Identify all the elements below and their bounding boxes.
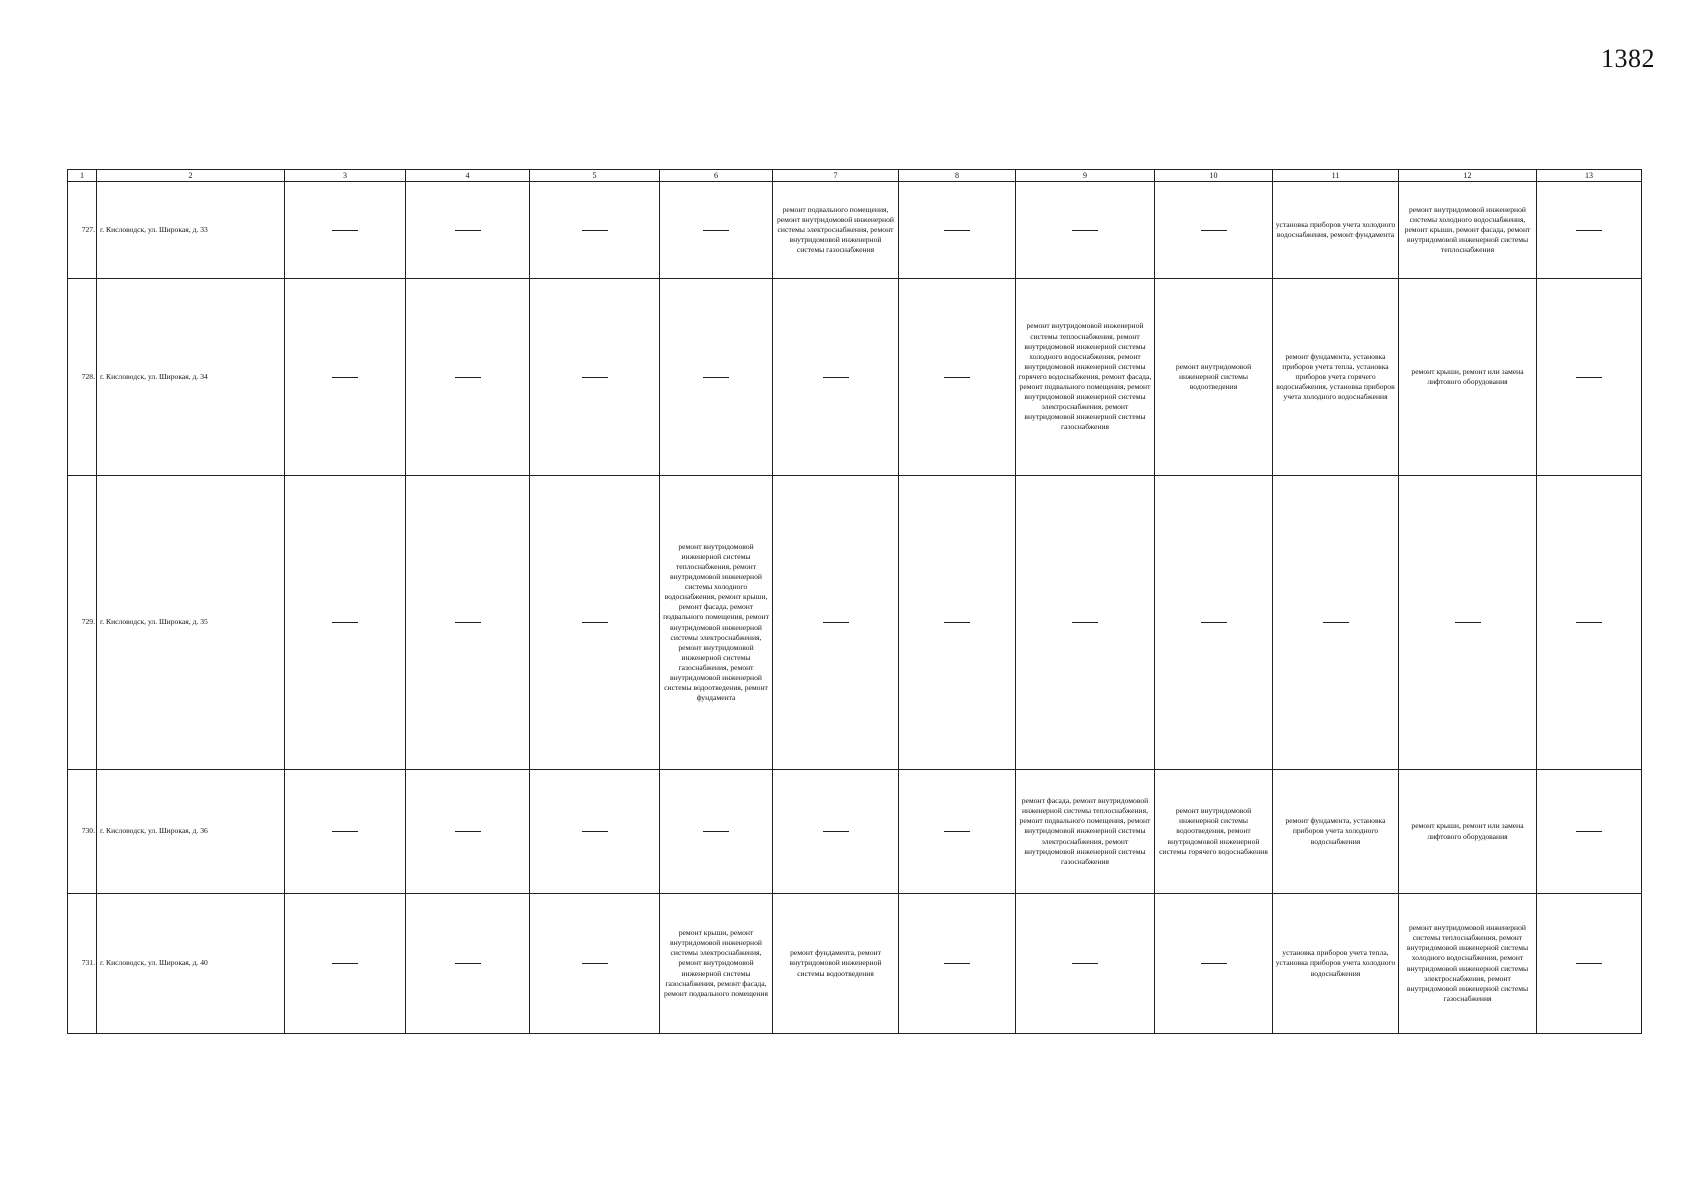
header-cell: 9: [1016, 170, 1155, 182]
table-cell: [1537, 182, 1642, 279]
dash-mark: [1576, 230, 1602, 231]
dash-mark: [1576, 622, 1602, 623]
table-cell: [1537, 770, 1642, 894]
dash-mark: [582, 377, 608, 378]
dash-mark: [944, 622, 970, 623]
table-row: [68, 182, 1642, 279]
dash-mark: [332, 230, 358, 231]
table-row: [68, 770, 1642, 894]
table-cell: [406, 279, 530, 476]
work-list-cell: ремонт внутридомовой инженерной системы водоотведения: [1155, 279, 1273, 476]
table-cell: [660, 182, 773, 279]
dash-mark: [455, 963, 481, 964]
table-cell: [899, 182, 1016, 279]
dash-mark: [1323, 622, 1349, 623]
repair-schedule-table: [67, 169, 1642, 1034]
dash-mark: [1576, 377, 1602, 378]
table-cell: [1155, 182, 1273, 279]
work-list-cell: ремонт фундамента, ремонт внутридомовой инженерной системы водоотведения: [773, 894, 899, 1034]
table-cell: [1155, 894, 1273, 1034]
table-cell: [773, 279, 899, 476]
header-cell: 1: [68, 170, 97, 182]
table-cell: [406, 894, 530, 1034]
table-cell: [1399, 476, 1537, 770]
dash-mark: [1072, 622, 1098, 623]
header-cell: 2: [97, 170, 285, 182]
row-number: 727.: [68, 182, 97, 279]
table-cell: [530, 182, 660, 279]
dash-mark: [1576, 831, 1602, 832]
table-cell: [1016, 182, 1155, 279]
work-list-cell: ремонт внутридомовой инженерной системы холодного водоснабжения, ремонт крыши, ремонт фасада, ремонт внутридомовой инженерной системы теплоснабжения: [1399, 182, 1537, 279]
header-cell: 5: [530, 170, 660, 182]
dash-mark: [332, 963, 358, 964]
work-list-cell: ремонт внутридомовой инженерной системы теплоснабжения, ремонт внутридомовой инженерной системы холодного водоснабжения, ремонт внутридомовой инженерной системы горячего водоснабжения, ремонт фасада, ремонт подвального помещения, ремонт внутридомовой инженерной системы электроснабжения, ремонт внутридомовой инженерной системы газоснабжения: [1016, 279, 1155, 476]
work-list-cell: ремонт крыши, ремонт или замена лифтового оборудования: [1399, 770, 1537, 894]
work-list-cell: установка приборов учета холодного водоснабжения, ремонт фундамента: [1273, 182, 1399, 279]
table-cell: [1155, 476, 1273, 770]
work-list-cell: ремонт подвального помещения, ремонт внутридомовой инженерной системы электроснабжения, ремонт внутридомовой инженерной системы газоснабжения: [773, 182, 899, 279]
table-cell: [406, 770, 530, 894]
dash-mark: [455, 377, 481, 378]
address-cell: г. Кисловодск, ул. Широкая, д. 40: [97, 894, 285, 1034]
table-cell: [660, 770, 773, 894]
table-cell: [899, 770, 1016, 894]
work-list-cell: ремонт крыши, ремонт или замена лифтового оборудования: [1399, 279, 1537, 476]
table-row: [68, 894, 1642, 1034]
address-cell: г. Кисловодск, ул. Широкая, д. 35: [97, 476, 285, 770]
dash-mark: [455, 622, 481, 623]
header-cell: 11: [1273, 170, 1399, 182]
dash-mark: [703, 831, 729, 832]
table-cell: [285, 279, 406, 476]
dash-mark: [455, 230, 481, 231]
dash-mark: [944, 963, 970, 964]
header-cell: 4: [406, 170, 530, 182]
page-number: 1382: [1601, 44, 1655, 73]
work-list-cell: ремонт внутридомовой инженерной системы теплоснабжения, ремонт внутридомовой инженерной системы холодного водоснабжения, ремонт внутридомовой инженерной системы электроснабжения, ремонт внутридомовой инженерной системы газоснабжения: [1399, 894, 1537, 1034]
work-list-cell: ремонт фасада, ремонт внутридомовой инженерной системы теплоснабжения, ремонт подвального помещения, ремонт внутридомовой инженерной системы электроснабжения, ремонт внутридомовой инженерной системы газоснабжения: [1016, 770, 1155, 894]
dash-mark: [332, 831, 358, 832]
table-cell: [1273, 476, 1399, 770]
table-cell: [406, 182, 530, 279]
work-list-cell: ремонт внутридомовой инженерной системы теплоснабжения, ремонт внутридомовой инженерной системы холодного водоснабжения, ремонт крыши, ремонт фасада, ремонт подвального помещения, ремонт внутридомовой инженерной системы электроснабжения, ремонт внутридомовой инженерной системы газоснабжения, ремонт внутридомовой инженерной системы водоотведения, ремонт фундамента: [660, 476, 773, 770]
dash-mark: [944, 831, 970, 832]
header-cell: 10: [1155, 170, 1273, 182]
table-cell: [1537, 894, 1642, 1034]
table-cell: [899, 894, 1016, 1034]
address-cell: г. Кисловодск, ул. Широкая, д. 33: [97, 182, 285, 279]
dash-mark: [455, 831, 481, 832]
dash-mark: [1455, 622, 1481, 623]
dash-mark: [1201, 230, 1227, 231]
table-cell: [773, 476, 899, 770]
row-number: 731.: [68, 894, 97, 1034]
table-cell: [899, 279, 1016, 476]
header-cell: 13: [1537, 170, 1642, 182]
column-number-row: [68, 170, 1642, 182]
row-number: 729.: [68, 476, 97, 770]
dash-mark: [823, 622, 849, 623]
dash-mark: [582, 230, 608, 231]
table-cell: [285, 182, 406, 279]
dash-mark: [582, 963, 608, 964]
table-cell: [1016, 894, 1155, 1034]
dash-mark: [823, 831, 849, 832]
table-cell: [773, 770, 899, 894]
address-cell: г. Кисловодск, ул. Широкая, д. 34: [97, 279, 285, 476]
work-list-cell: установка приборов учета тепла, установка приборов учета холодного водоснабжения: [1273, 894, 1399, 1034]
header-cell: 3: [285, 170, 406, 182]
dash-mark: [1201, 622, 1227, 623]
dash-mark: [944, 377, 970, 378]
dash-mark: [823, 377, 849, 378]
header-cell: 7: [773, 170, 899, 182]
dash-mark: [332, 377, 358, 378]
row-number: 730.: [68, 770, 97, 894]
dash-mark: [1576, 963, 1602, 964]
table-cell: [406, 476, 530, 770]
table-cell: [1016, 476, 1155, 770]
table-cell: [1537, 476, 1642, 770]
dash-mark: [1201, 963, 1227, 964]
dash-mark: [1072, 230, 1098, 231]
work-list-cell: ремонт внутридомовой инженерной системы водоотведения, ремонт внутридомовой инженерной системы горячего водоснабжения: [1155, 770, 1273, 894]
row-number: 728.: [68, 279, 97, 476]
work-list-cell: ремонт фундамента, установка приборов учета холодного водоснабжения: [1273, 770, 1399, 894]
dash-mark: [332, 622, 358, 623]
dash-mark: [703, 230, 729, 231]
table-cell: [899, 476, 1016, 770]
table-cell: [530, 894, 660, 1034]
table-cell: [660, 279, 773, 476]
address-cell: г. Кисловодск, ул. Широкая, д. 36: [97, 770, 285, 894]
work-list-cell: ремонт фундамента, установка приборов учета тепла, установка приборов учета горячего водоснабжения, установка приборов учета холодного водоснабжения: [1273, 279, 1399, 476]
table-cell: [285, 476, 406, 770]
table-cell: [530, 770, 660, 894]
header-cell: 12: [1399, 170, 1537, 182]
dash-mark: [944, 230, 970, 231]
table-cell: [530, 279, 660, 476]
dash-mark: [1072, 963, 1098, 964]
table-cell: [285, 770, 406, 894]
header-cell: 8: [899, 170, 1016, 182]
table-cell: [1537, 279, 1642, 476]
table-cell: [285, 894, 406, 1034]
header-cell: 6: [660, 170, 773, 182]
table-row: [68, 476, 1642, 770]
work-list-cell: ремонт крыши, ремонт внутридомовой инженерной системы электроснабжения, ремонт внутридомовой инженерной системы газоснабжения, ремонт фасада, ремонт подвального помещения: [660, 894, 773, 1034]
table-row: [68, 279, 1642, 476]
dash-mark: [582, 831, 608, 832]
table-cell: [530, 476, 660, 770]
dash-mark: [703, 377, 729, 378]
dash-mark: [582, 622, 608, 623]
